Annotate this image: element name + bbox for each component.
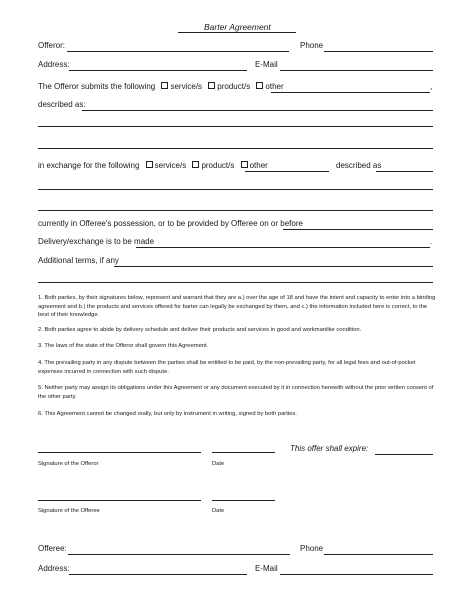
- offeror-field[interactable]: [67, 42, 289, 52]
- product-checkbox[interactable]: [208, 82, 215, 89]
- exchange-text: in exchange for the following service/s product/s other: [38, 161, 268, 170]
- exchange-description-field-1[interactable]: [376, 162, 433, 172]
- delivery-text: Delivery/exchange is to be made: [38, 237, 155, 246]
- exchange-other-field[interactable]: [245, 162, 329, 172]
- offeror-description-line-3[interactable]: [38, 148, 433, 149]
- address-field[interactable]: [69, 61, 247, 71]
- exchange-described-as-label: described as: [336, 161, 382, 170]
- email-label: E-Mail: [255, 60, 278, 69]
- possession-text: currently in Offeree's possession, or to be provided by Offeree on or before: [38, 219, 303, 228]
- term-1: 1. Both parties, by their signatures below, represent and warrant that they are a.) over the age of 18 and have the intent and capacity to enter into a binding agreement and b.) the products and services offered for barter can legally be exchanged by them, and c.) the information included here is correct, to the best of their knowledge.: [38, 295, 436, 318]
- offeree-phone-field[interactable]: [324, 545, 433, 555]
- exchange-description-line-2[interactable]: [38, 189, 433, 190]
- possession-date-field[interactable]: [283, 220, 433, 230]
- term-6: 6. This Agreement cannot be changed orally, but only by instrument in writing, signed by both parties.: [38, 411, 297, 417]
- offeree-address-field[interactable]: [69, 565, 247, 575]
- offeror-submits-text: The Offeror submits the following service/s product/s other: [38, 82, 284, 91]
- page-title: Barter Agreement: [178, 22, 296, 33]
- other-checkbox[interactable]: [256, 82, 263, 89]
- term-5: 5. Neither party may assign its obligations under this Agreement or any document executed by it in connection herewith without the prior written consent of the other party.: [38, 385, 434, 400]
- offeree-label: Offeree:: [38, 544, 67, 553]
- offeror-other-field[interactable]: [271, 82, 433, 93]
- exchange-service-checkbox[interactable]: [146, 161, 153, 168]
- offeree-email-field[interactable]: [280, 565, 433, 575]
- offeror-label: Offeror:: [38, 41, 65, 50]
- additional-terms-line-2[interactable]: [38, 282, 433, 283]
- offeree-field[interactable]: [68, 545, 290, 555]
- offeree-date-line[interactable]: [212, 500, 275, 501]
- offeree-phone-label: Phone: [300, 544, 324, 553]
- offeror-signature-line[interactable]: [38, 452, 201, 453]
- phone-label: Phone: [300, 41, 324, 50]
- service-checkbox[interactable]: [161, 82, 168, 89]
- offeree-email-label: E-Mail: [255, 564, 278, 573]
- term-4: 4. The prevailing party in any dispute between the parties shall be entitled to be paid, by the non-prevailing party, for all legal fees and out-of-pocket expenses incurred in connection with such dispute.: [38, 360, 416, 375]
- phone-field[interactable]: [324, 42, 433, 52]
- term-2: 2. Both parties agree to abide by delivery schedule and deliver their products and services in good and workmanlike condition.: [38, 327, 362, 333]
- offeree-signature-line[interactable]: [38, 500, 201, 501]
- email-field[interactable]: [280, 61, 433, 71]
- period: .: [430, 237, 433, 246]
- address-label: Address:: [38, 60, 70, 69]
- offeror-description-field-1[interactable]: [82, 101, 433, 111]
- expire-label: This offer shall expire:: [290, 444, 369, 453]
- exchange-description-line-3[interactable]: [38, 210, 433, 211]
- term-3: 3. The laws of the state of the Offeror shall govern this Agreement.: [38, 343, 209, 349]
- exchange-product-checkbox[interactable]: [192, 161, 199, 168]
- described-as-label: described as:: [38, 100, 86, 109]
- offeree-address-label: Address:: [38, 564, 70, 573]
- offeror-description-line-2[interactable]: [38, 126, 433, 127]
- comma: ,: [430, 82, 433, 91]
- additional-terms-label: Additional terms, if any: [38, 256, 119, 265]
- offeree-date-label: Date: [212, 508, 225, 514]
- delivery-field[interactable]: [136, 237, 433, 248]
- expire-date-field[interactable]: [375, 445, 433, 455]
- offeror-signature-label: Signature of the Offeror: [38, 461, 99, 467]
- offeree-signature-label: Signature of the Offeree: [38, 508, 100, 514]
- additional-terms-field-1[interactable]: [114, 257, 433, 267]
- offeror-date-label: Date: [212, 461, 225, 467]
- offeror-date-line[interactable]: [212, 452, 275, 453]
